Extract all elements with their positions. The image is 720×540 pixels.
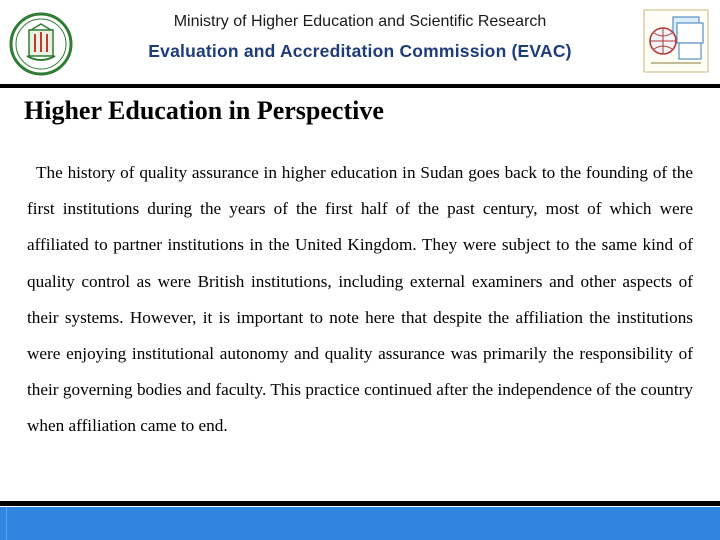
body-paragraph: The history of quality assurance in higher education in Sudan goes back to the founding of the first institutions during the years of the first half of the past century, most of which were affiliated to partner institutions in the United Kingdom. They were subject to the same kind of quality control as were British institutions, including external examiners and other aspects of their systems. However, it is important to note here that despite the affiliation the institutions were enjoying institutional autonomy and quality assurance was primarily the responsibility of their governing bodies and faculty. This practice continued after the independence of the country when affiliation came to end. bbox=[27, 163, 693, 436]
page-title: Higher Education in Perspective bbox=[24, 96, 384, 125]
footer-divider bbox=[0, 501, 720, 506]
footer-band bbox=[0, 507, 720, 540]
slide-header bbox=[0, 0, 720, 84]
commission-title: Evaluation and Accreditation Commission (EVAC) bbox=[148, 41, 572, 61]
ministry-title: Ministry of Higher Education and Scientific Research bbox=[173, 13, 547, 30]
header-divider bbox=[0, 84, 720, 88]
evac-logo bbox=[643, 9, 709, 73]
footer-band-accent bbox=[6, 507, 7, 540]
